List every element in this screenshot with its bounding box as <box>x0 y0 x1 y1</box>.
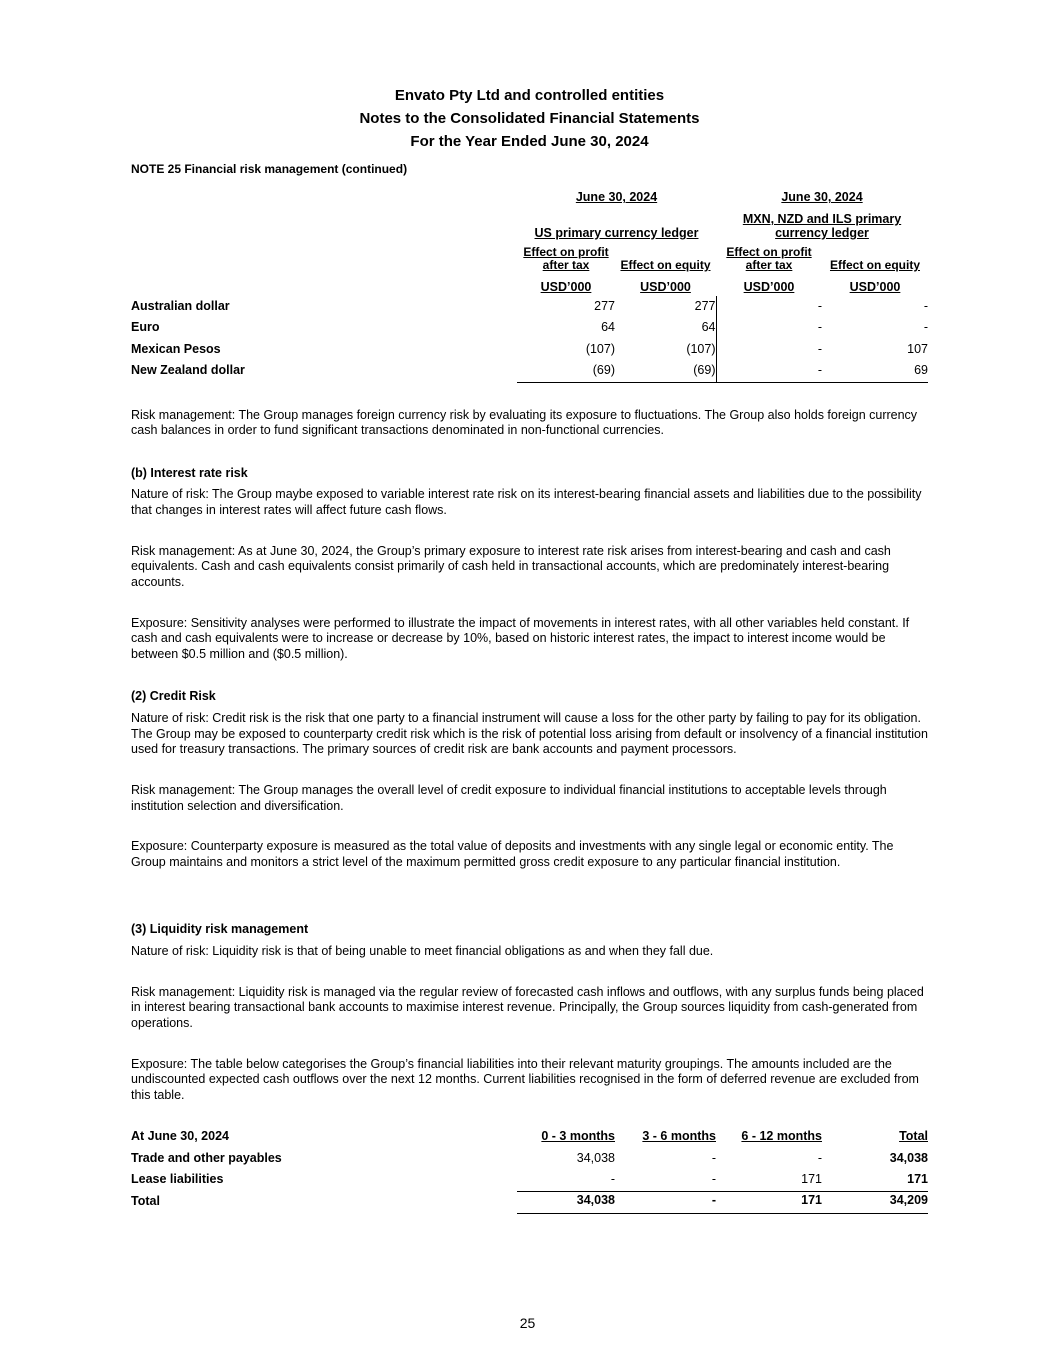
table-cell: - <box>716 361 822 383</box>
document-subtitle: Notes to the Consolidated Financial Statements <box>359 110 700 127</box>
table-cell: 171 <box>801 1171 822 1186</box>
spacer-cell <box>131 184 517 206</box>
table-cell: (107) <box>585 341 615 356</box>
spacer-cell <box>131 272 517 296</box>
table-cell: - <box>711 1171 716 1186</box>
company-title: Envato Pty Ltd and controlled entities <box>394 87 665 104</box>
table-row <box>131 1149 928 1171</box>
fx-risk-management-paragraph: Risk management: The Group manages foreign currency risk by evaluating its exposure to fluctuations. The Group also holds foreign currency cash balances in order to fund significant transactions denominated in non-functional currencies. <box>131 407 918 438</box>
fx-column-header-row <box>131 240 928 272</box>
column-header: 0 - 3 months <box>541 1129 615 1144</box>
maturity-header-row <box>131 1127 928 1149</box>
unit-header: USD’000 <box>540 280 592 295</box>
table-row <box>131 296 928 318</box>
table-cell: (107) <box>615 339 716 361</box>
table-row <box>131 318 928 340</box>
section-heading: (3) Liquidity risk management <box>131 922 309 937</box>
document-header <box>131 84 928 153</box>
unit-header: USD’000 <box>743 280 795 295</box>
note-heading: NOTE 25 Financial risk management (continued) <box>131 162 408 176</box>
currency-label: New Zealand dollar <box>131 363 245 378</box>
spacer-cell <box>131 206 517 240</box>
paragraph: Exposure: Sensitivity analyses were performed to illustrate the impact of movements in interest rates, with all other variables held constant. If cash and cash equivalents were to increase or decrease by 10%, based on historic interest rates, the impact to interest income would be between $0.5 million and ($0.5 million). <box>131 615 910 661</box>
table-row <box>131 339 928 361</box>
total-label: Total <box>131 1193 160 1208</box>
column-header: 3 - 6 months <box>642 1129 716 1144</box>
table-cell: 69 <box>822 361 928 383</box>
column-header: 6 - 12 months <box>741 1129 822 1144</box>
table-cell: (69) <box>517 361 615 383</box>
section-liquidity-risk <box>131 922 928 1103</box>
table-cell: - <box>615 1192 716 1214</box>
column-header: Effect on equity <box>829 258 920 272</box>
page-number: 25 <box>519 1314 536 1331</box>
table-cell: - <box>711 1150 716 1165</box>
paragraph: Nature of risk: Credit risk is the risk that one party to a financial instrument will cause a loss for the other party by failing to pay for its obligation. The Group may be exposed to counterparty credit risk which is the risk of potential loss arising from default or insolvency of a financial institution used for treasury transactions. The primary sources of credit risk are bank accounts and payment processors. <box>131 711 928 757</box>
maturity-table-caption: At June 30, 2024 <box>131 1129 229 1144</box>
column-header: Total <box>899 1129 928 1144</box>
table-cell: - <box>923 298 928 313</box>
section-interest-rate-risk <box>131 466 928 663</box>
column-header: Effect on profit after tax <box>726 245 812 272</box>
paragraph: Risk management: Liquidity risk is managed via the regular review of forecasted cash inflows and outflows, with any surplus funds being placed in interest bearing transactional bank accounts to maximise interest revenue. Principally, the Group sources liquidity from cash-generated from operations. <box>131 984 924 1030</box>
total-row <box>131 1192 928 1214</box>
liability-label: Trade and other payables <box>131 1150 282 1165</box>
fx-group2-date: June 30, 2024 <box>781 190 863 205</box>
table-cell: - <box>923 320 928 335</box>
paragraph: Nature of risk: The Group maybe exposed to variable interest rate risk on its interest-bearing financial assets and liabilities due to the possibility that changes in interest rates will affect future cash flows. <box>131 487 922 517</box>
table-cell: - <box>610 1171 615 1186</box>
section-heading: (2) Credit Risk <box>131 689 216 704</box>
table-cell: 171 <box>907 1171 928 1186</box>
table-cell: 64 <box>615 318 716 340</box>
section-heading: (b) Interest rate risk <box>131 465 248 480</box>
table-cell: 34,209 <box>822 1192 928 1214</box>
fx-units-row <box>131 272 928 296</box>
unit-header: USD’000 <box>640 280 691 295</box>
spacer-cell <box>131 240 517 272</box>
table-row <box>131 1170 928 1192</box>
table-cell: - <box>817 298 822 313</box>
paragraph: Exposure: Counterparty exposure is measured as the total value of deposits and investments with any single legal or economic entity. The Group maintains and monitors a strict level of the maximum permitted gross credit exposure to any particular financial institution. <box>131 839 894 869</box>
table-cell: 277 <box>615 296 716 318</box>
table-row <box>131 361 928 383</box>
table-cell: 34,038 <box>576 1150 615 1165</box>
table-cell: - <box>817 1150 822 1165</box>
table-cell: - <box>817 320 822 335</box>
fx-group-date-row <box>131 184 928 206</box>
fx-group2-label: MXN, NZD and ILS primary currency ledger <box>742 212 902 240</box>
section-credit-risk <box>131 689 928 870</box>
table-cell: 34,038 <box>889 1150 928 1165</box>
unit-header: USD’000 <box>849 280 901 295</box>
fx-group1-date: June 30, 2024 <box>575 190 658 205</box>
table-cell: 64 <box>601 320 615 335</box>
reporting-period: For the Year Ended June 30, 2024 <box>410 133 649 150</box>
page-content <box>131 84 928 1214</box>
paragraph: Risk management: As at June 30, 2024, the Group’s primary exposure to interest rate risk arises from interest-bearing and cash and cash equivalents. Cash and cash equivalents consist primarily of cash held in transactional accounts, which are predominately interest-bearing accounts. <box>131 543 891 589</box>
table-cell: 171 <box>716 1192 822 1214</box>
fx-group1-label: US primary currency ledger <box>534 226 699 240</box>
table-cell: 277 <box>594 298 615 313</box>
paragraph: Risk management: The Group manages the overall level of credit exposure to individual financial institutions to acceptable levels through institution selection and diversification. <box>131 782 887 813</box>
paragraph: Nature of risk: Liquidity risk is that of being unable to meet financial obligations as and when they fall due. <box>131 944 714 958</box>
table-cell: 34,038 <box>517 1192 615 1214</box>
fx-sensitivity-table <box>131 184 928 383</box>
fx-group-label-row <box>131 206 928 240</box>
currency-label: Euro <box>131 320 160 335</box>
column-header: Effect on profit after tax <box>523 245 609 272</box>
liability-label: Lease liabilities <box>131 1172 224 1187</box>
table-cell: (69) <box>615 361 716 383</box>
table-cell: 107 <box>907 341 928 356</box>
paragraph: Exposure: The table below categorises the Group’s financial liabilities into their relevant maturity groupings. The amounts included are the undiscounted expected cash outflows over the next 12 months. Current liabilities recognised in the form of deferred revenue are excluded from this table. <box>131 1056 919 1102</box>
currency-label: Mexican Pesos <box>131 341 221 356</box>
currency-label: Australian dollar <box>131 298 230 313</box>
maturity-table <box>131 1127 928 1214</box>
column-header: Effect on equity <box>620 258 711 272</box>
table-cell: - <box>817 341 822 356</box>
